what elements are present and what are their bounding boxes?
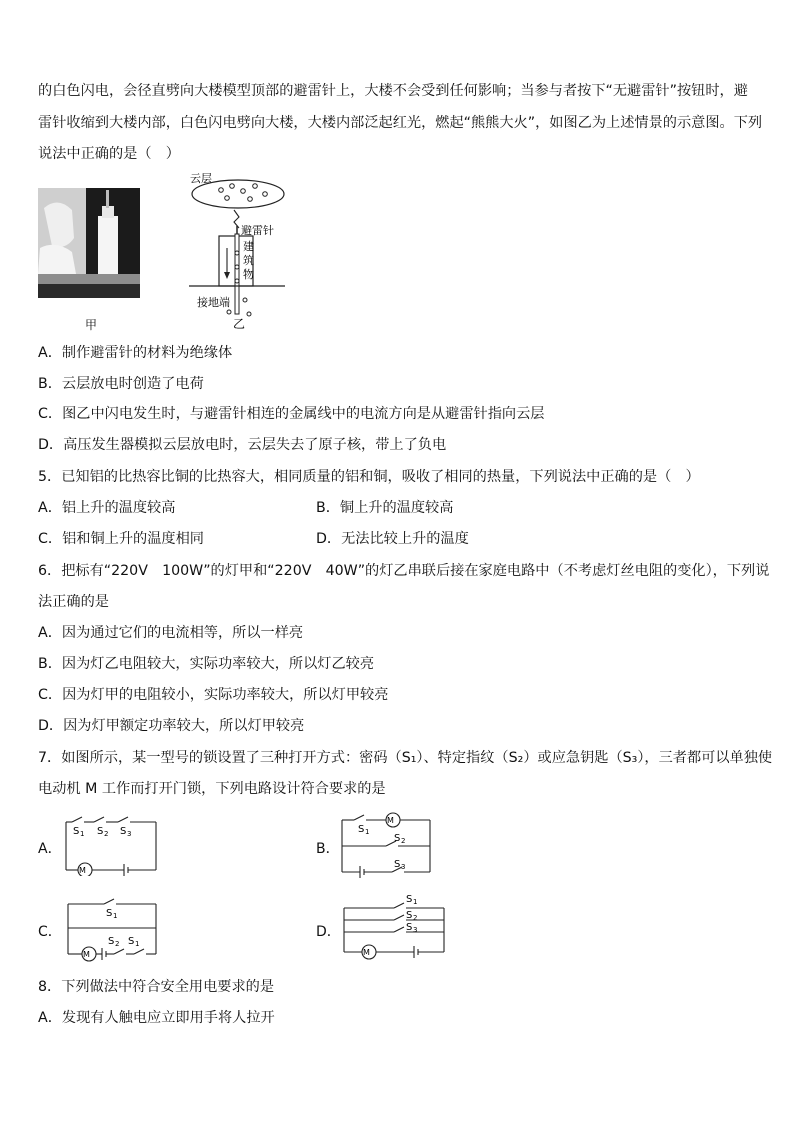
svg-text:M: M (387, 816, 394, 825)
rod-label: 避雷针 (241, 224, 274, 237)
svg-text:1: 1 (80, 830, 85, 838)
q7-label-d: D． (316, 924, 341, 940)
svg-text:筑: 筑 (243, 254, 254, 267)
svg-text:3: 3 (401, 863, 406, 871)
svg-text:2: 2 (115, 940, 120, 948)
svg-text:S: S (394, 833, 401, 844)
svg-text:1: 1 (365, 828, 370, 836)
q6-option-b: B．因为灯乙电阻较大，实际功率较大，所以灯乙较亮 (38, 656, 375, 672)
cloud-shape (192, 180, 284, 208)
q4-option-c: C．图乙中闪电发生时，与避雷针相连的金属线中的电流方向是从避雷针指向云层 (38, 406, 545, 422)
svg-text:建: 建 (243, 240, 254, 253)
q5-option-c: C．铝和铜上升的温度相同 (38, 531, 204, 547)
svg-text:S: S (106, 908, 113, 919)
q4-option-a: A．制作避雷针的材料为绝缘体 (38, 345, 233, 361)
lightning-symbol (234, 210, 239, 228)
q6-stem-line-1: 6．把标有“220V 100W”的灯甲和“220V 40W”的灯乙串联后接在家庭电路中（不考虑灯丝电阻的变化），下列说 (38, 563, 770, 579)
q7-stem-line-1: 7．如图所示，某一型号的锁设置了三种打开方式：密码（S₁）、特定指纹（S₂）或应急钥匙（S₃），三者都可以单独使 (38, 750, 773, 766)
svg-text:S: S (120, 826, 127, 837)
q4-option-d: D．高压发生器模拟云层放电时，云层失去了原子核，带上了负电 (38, 437, 447, 453)
q4-option-b: B．云层放电时创造了电荷 (38, 376, 204, 392)
svg-text:S: S (358, 824, 365, 835)
figure-jia-caption: 甲 (85, 318, 98, 332)
svg-text:S: S (108, 936, 115, 947)
ground-label: 接地端 (197, 296, 230, 309)
svg-text:3: 3 (127, 830, 132, 838)
svg-text:S: S (406, 910, 413, 921)
q4-text-line-1: 的白色闪电，会径直劈向大楼模型顶部的避雷针上，大楼不会受到任何影响；当参与者按下“无避雷针”按钮时，避 (38, 83, 748, 99)
figure-yi-diagram (185, 168, 295, 333)
svg-text:1: 1 (135, 940, 140, 948)
q6-option-c: C．因为灯甲的电阻较小，实际功率较大，所以灯甲较亮 (38, 687, 389, 703)
svg-text:2: 2 (413, 914, 418, 922)
q6-option-a: A．因为通过它们的电流相等，所以一样亮 (38, 625, 304, 641)
svg-text:物: 物 (243, 268, 254, 281)
q6-option-d: D．因为灯甲额定功率较大，所以灯甲较亮 (38, 718, 305, 734)
q7-label-c: C． (38, 924, 62, 940)
q5-stem: 5．已知铝的比热容比铜的比热容大，相同质量的铝和铜，吸收了相同的热量，下列说法中正确的是（ ） (38, 469, 700, 485)
svg-text:S: S (97, 826, 104, 837)
svg-text:M: M (83, 950, 90, 959)
svg-text:2: 2 (401, 837, 406, 845)
q5-option-a: A．铝上升的温度较高 (38, 500, 176, 516)
q7-label-a: A． (38, 841, 62, 857)
svg-text:3: 3 (413, 926, 418, 934)
q5-option-b: B．铜上升的温度较高 (316, 500, 454, 516)
circuit-c (62, 892, 162, 964)
ground-wire (235, 234, 239, 314)
q7-label-b: B． (316, 841, 340, 857)
q4-text-line-3: 说法中正确的是（ ） (38, 146, 180, 162)
q4-text-line-2: 雷针收缩到大楼内部，白色闪电劈向大楼，大楼内部泛起红光，燃起“熊熊大火”，如图乙为上述情景的示意图。下列 (38, 115, 763, 131)
q8-stem: 8．下列做法中符合安全用电要求的是 (38, 979, 275, 995)
circuit-b (336, 808, 436, 880)
circuit-a (60, 814, 166, 876)
circuit-d (338, 890, 450, 964)
svg-text:S: S (73, 826, 80, 837)
svg-text:S: S (406, 922, 413, 933)
svg-text:1: 1 (113, 912, 118, 920)
svg-text:2: 2 (104, 830, 109, 838)
q6-stem-line-2: 法正确的是 (38, 594, 109, 610)
svg-text:S: S (128, 936, 135, 947)
q8-option-a: A．发现有人触电应立即用手将人拉开 (38, 1010, 275, 1026)
figure-jia-photo (38, 188, 140, 298)
svg-text:M: M (79, 866, 86, 875)
svg-text:S: S (406, 894, 413, 905)
figure-yi-caption: 乙 (233, 317, 246, 331)
q5-option-d: D．无法比较上升的温度 (316, 531, 469, 547)
cloud-label: 云层 (190, 172, 212, 185)
svg-text:1: 1 (413, 898, 418, 906)
svg-text:S: S (394, 859, 401, 870)
q7-stem-line-2: 电动机 M 工作而打开门锁，下列电路设计符合要求的是 (38, 781, 386, 797)
svg-text:M: M (363, 948, 370, 957)
